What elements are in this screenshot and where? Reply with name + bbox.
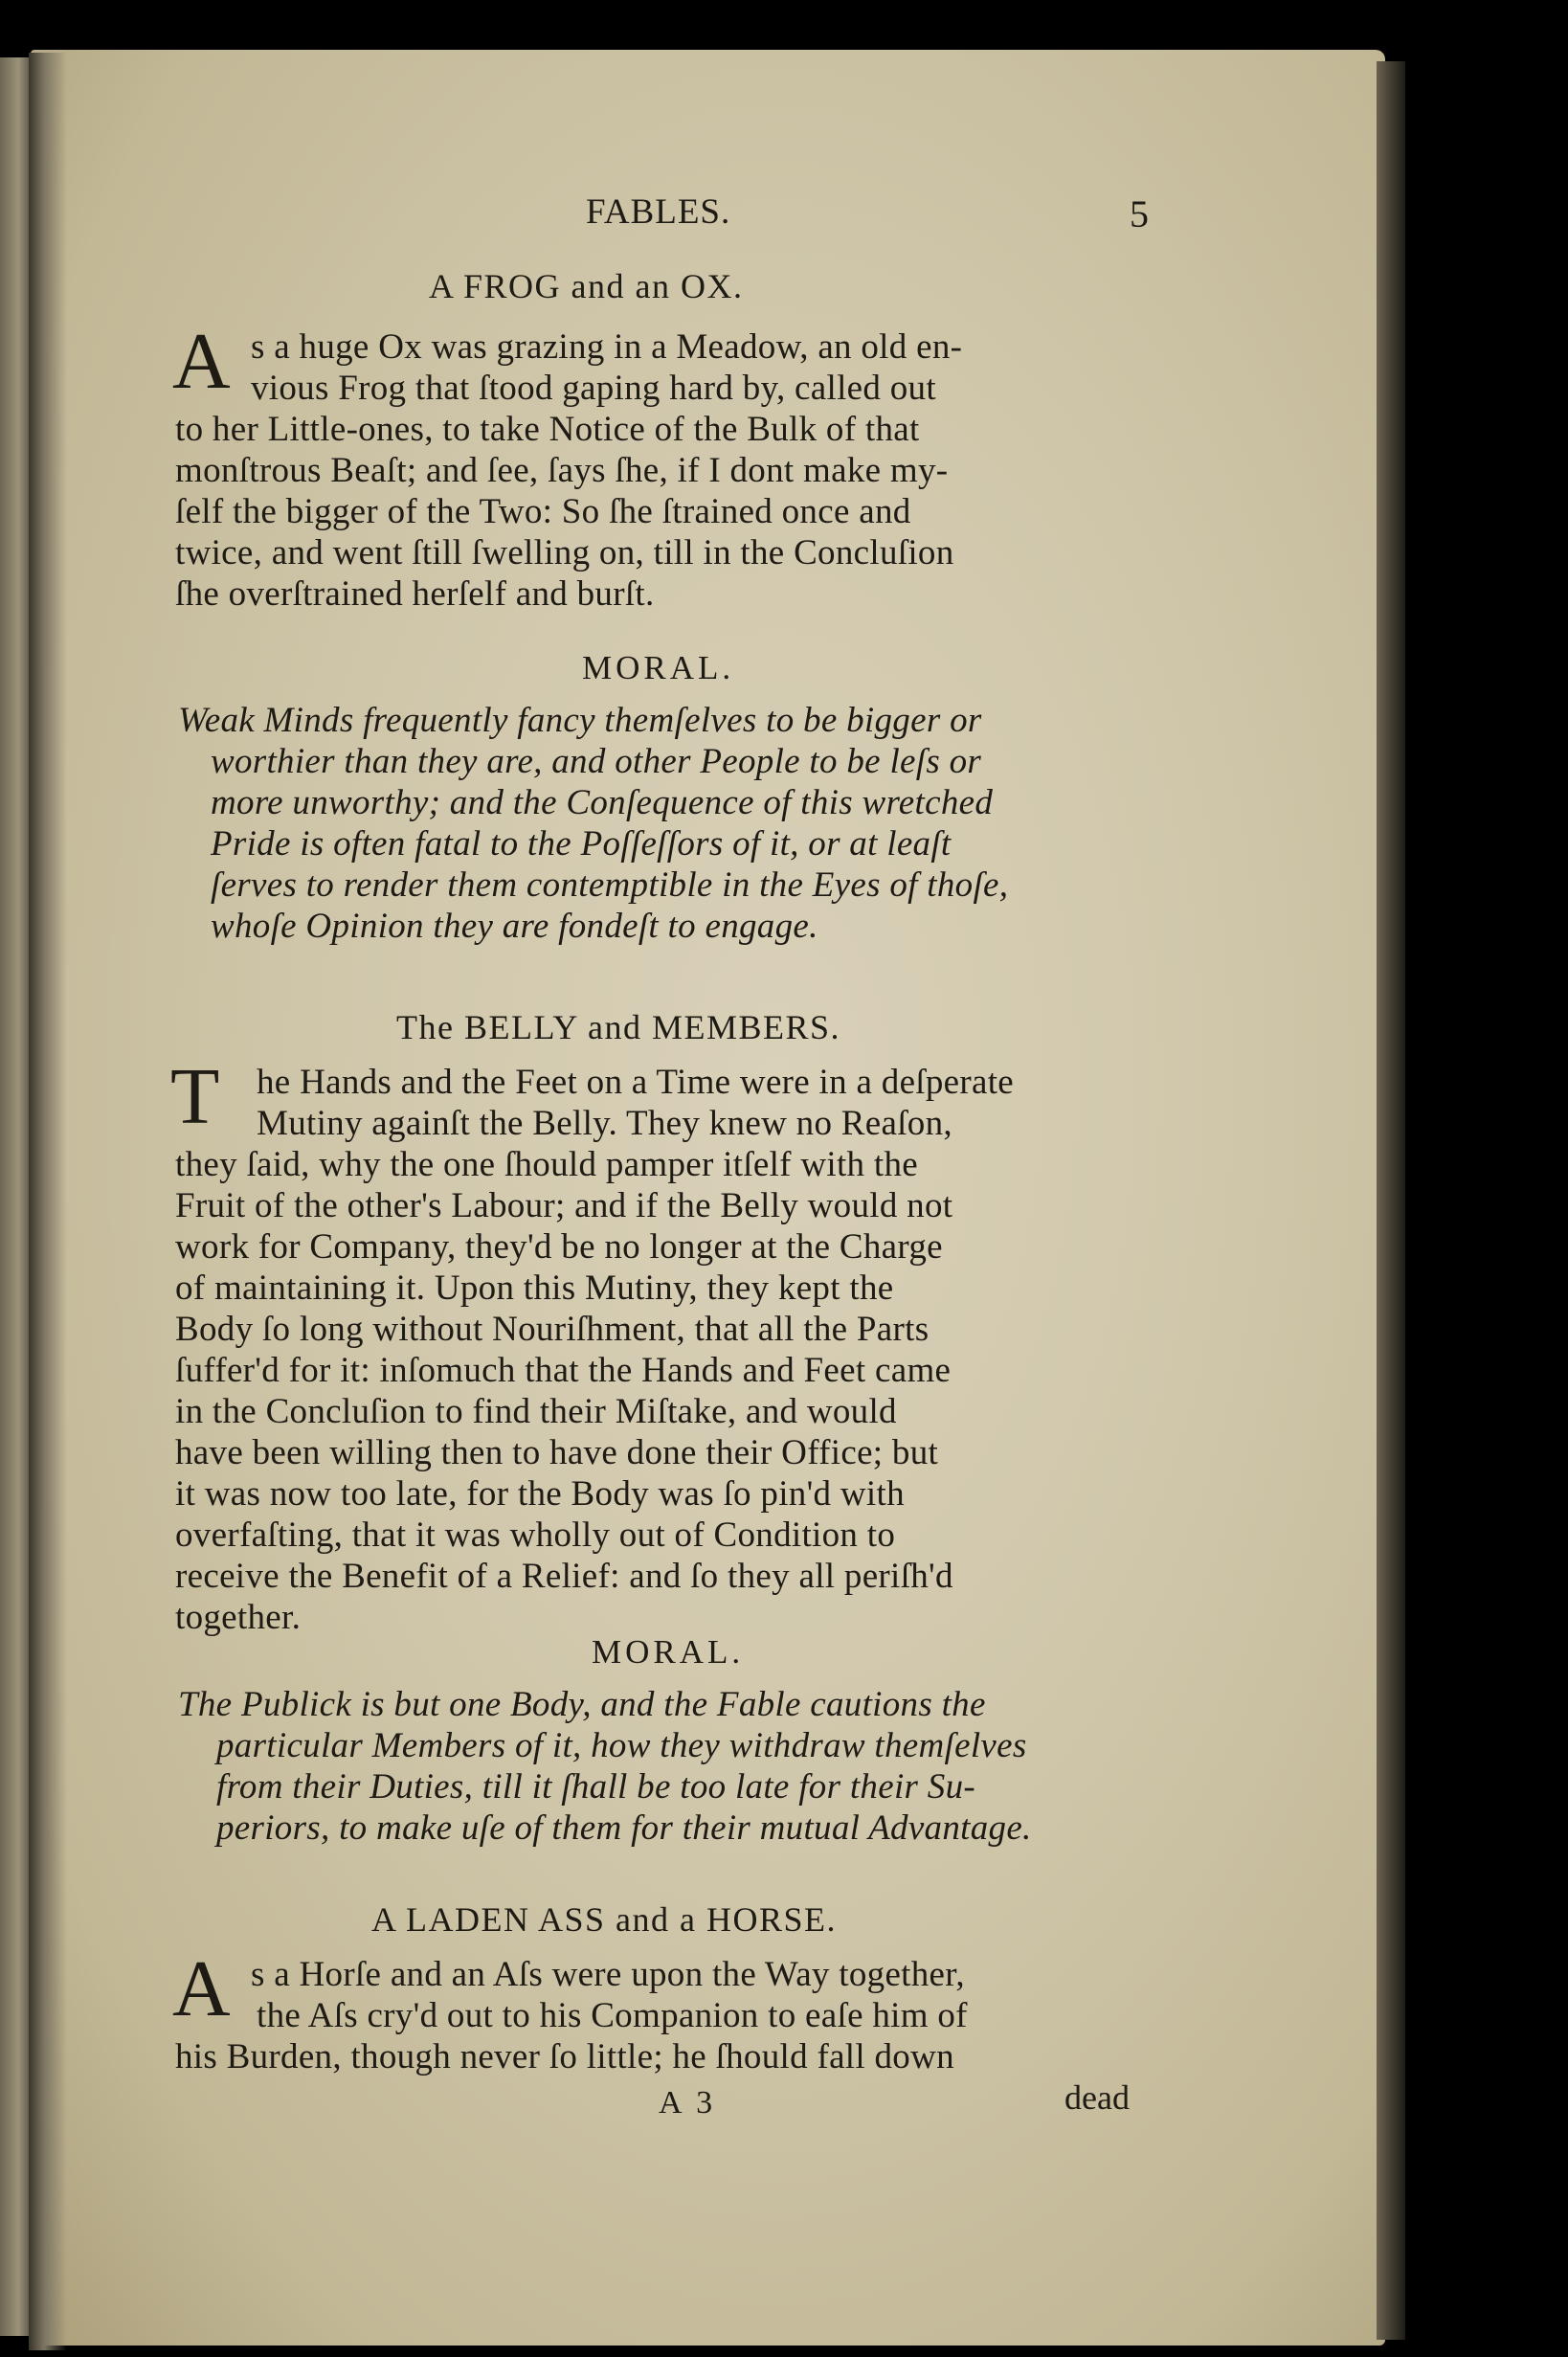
body-line: twice, and went ſtill ſwelling on, till in the Concluſion	[175, 533, 954, 572]
moral-heading: MORAL.	[592, 1633, 745, 1671]
body-line: it was now too late, for the Body was ſo pin'd with	[175, 1474, 905, 1514]
moral-line: worthier than they are, and other People to be leſs or	[211, 742, 982, 781]
moral-line: more unworthy; and the Conſequence of this wretched	[211, 783, 994, 822]
fable-title-frog-ox: A FROG and an OX.	[429, 267, 744, 305]
dropcap: T	[170, 1052, 220, 1141]
body-line: to her Little-ones, to take Notice of the Bulk of that	[175, 410, 920, 449]
moral-line: from their Duties, till it ſhall be too late for their Su-	[216, 1767, 975, 1807]
body-line: Body ſo long without Nouriſhment, that all the Parts	[175, 1310, 930, 1349]
body-line: ſuffer'd for it: inſomuch that the Hands and Feet came	[175, 1351, 952, 1390]
body-line: Mutiny againſt the Belly. They knew no Reaſon,	[257, 1104, 952, 1143]
body-line: work for Company, they'd be no longer at the Charge	[175, 1227, 943, 1267]
moral-heading: MORAL.	[582, 649, 735, 686]
signature-mark: A 3	[659, 2085, 717, 2121]
body-line: have been willing then to have done their Office; but	[175, 1433, 939, 1472]
body-line: they ſaid, why the one ſhould pamper itſelf with the	[175, 1145, 918, 1184]
body-line: monſtrous Beaſt; and ſee, ſays ſhe, if I dont make my-	[175, 451, 949, 490]
body-line: s a huge Ox was grazing in a Meadow, an old en-	[251, 327, 963, 367]
body-line: he Hands and the Feet on a Time were in a deſperate	[257, 1063, 1015, 1102]
body-line: ſelf the bigger of the Two: So ſhe ſtrained once and	[175, 492, 911, 531]
body-line: his Burden, though never ſo little; he ſhould fall down	[175, 2037, 954, 2076]
body-line: of maintaining it. Upon this Mutiny, they kept the	[175, 1268, 894, 1308]
body-line: overfaſting, that it was wholly out of Condition to	[175, 1515, 896, 1555]
body-line: ſhe overſtrained herſelf and burſt.	[175, 574, 655, 614]
body-line: vious Frog that ſtood gaping hard by, called out	[251, 369, 936, 408]
body-line: together.	[175, 1598, 302, 1637]
body-line: Fruit of the other's Labour; and if the Belly would not	[175, 1186, 953, 1225]
moral-line: periors, to make uſe of them for their mutual Advantage.	[216, 1808, 1032, 1848]
body-line: the Aſs cry'd out to his Companion to eaſe him of	[257, 1996, 968, 2035]
fable-title-belly-members: The BELLY and MEMBERS.	[396, 1008, 841, 1046]
body-line: receive the Benefit of a Relief: and ſo they all periſh'd	[175, 1557, 953, 1596]
body-line: in the Concluſion to find their Miſtake, and would	[175, 1392, 897, 1431]
moral-line: The Publick is but one Body, and the Fable cautions the	[178, 1685, 986, 1724]
catchword: dead	[1064, 2078, 1130, 2117]
running-head-title: FABLES.	[586, 192, 731, 232]
body-line: s a Horſe and an Aſs were upon the Way together,	[251, 1955, 965, 1994]
fable-title-laden-ass: A LADEN ASS and a HORSE.	[371, 1900, 838, 1939]
moral-line: Weak Minds frequently fancy themſelves to be bigger or	[178, 701, 982, 740]
moral-line: Pride is often fatal to the Poſſeſſors of it, or at leaſt	[211, 824, 952, 864]
dropcap: A	[172, 317, 231, 406]
page-number: 5	[1130, 192, 1150, 236]
dropcap: A	[172, 1944, 231, 2033]
moral-line: particular Members of it, how they withdraw themſelves	[216, 1726, 1027, 1765]
moral-line: ſerves to render them contemptible in the Eyes of thoſe,	[211, 865, 1009, 905]
moral-line: whoſe Opinion they are fondeſt to engage.	[211, 907, 818, 946]
